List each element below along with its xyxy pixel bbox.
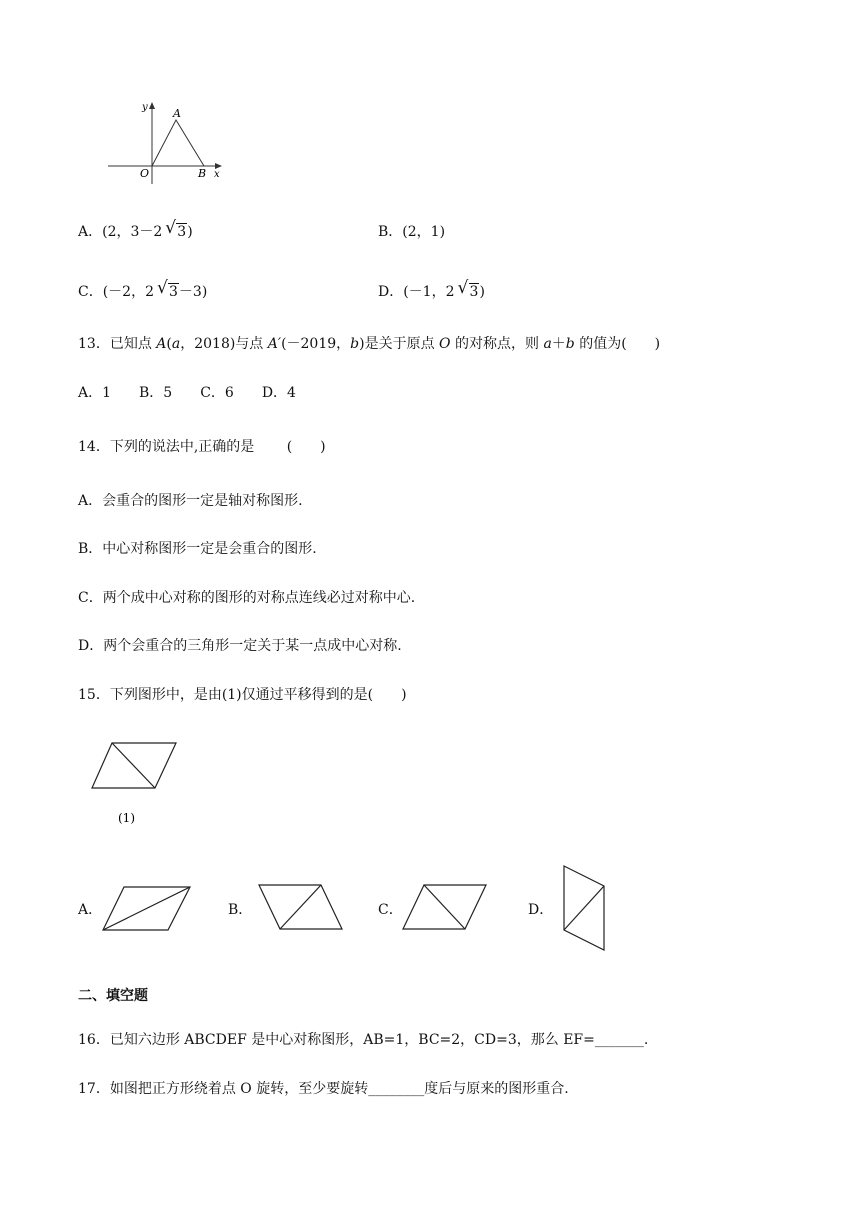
q16-stem: 16．已知六边形 ABCDEF 是中心对称图形，AB=1，BC=2，CD=3，那么 EF=_______.: [78, 1032, 649, 1048]
y-axis-arrow: [149, 102, 155, 109]
q14-stem: 14．下列的说法中,正确的是 ( ): [78, 439, 326, 455]
q15-figure-1: [88, 738, 188, 828]
diagonal: [112, 743, 155, 788]
q15-option-b-label: B．: [228, 902, 253, 918]
label-o: O: [140, 167, 150, 180]
section-heading-fill-in: 二、填空题: [78, 988, 148, 1004]
q12-option-a: A．(2，3－2 √ 3): [78, 218, 193, 240]
q15-option-d-label: D．: [528, 902, 554, 918]
sqrt-symbol: √ 3: [157, 278, 178, 300]
diagonal: [564, 886, 604, 930]
label-a: A: [173, 107, 181, 120]
q13-options: A．1 B．5 C．6 D．4: [78, 385, 296, 401]
triangle-oab: [152, 120, 204, 166]
sqrt-symbol: √ 3: [457, 278, 479, 300]
q15-option-d-figure: [558, 862, 610, 954]
q14-option-b: B．中心对称图形一定是会重合的图形.: [78, 541, 317, 557]
q12-option-b: B．(2，1): [378, 224, 446, 240]
q14-option-d: D．两个会重合的三角形一定关于某一点成中心对称.: [78, 638, 402, 654]
q12-option-d: D．(－1，2 √ 3): [378, 278, 485, 300]
q12-coordinate-figure: [100, 98, 230, 188]
q15-option-b-figure: [256, 882, 346, 934]
label-x: x: [214, 169, 220, 180]
q15-option-a-figure: [100, 884, 195, 936]
diagonal: [280, 885, 321, 929]
q17-stem: 17．如图把正方形绕着点 O 旋转，至少要旋转________度后与原来的图形重合.: [78, 1081, 569, 1097]
q12-option-c: C．(－2，2 √ 3－3): [78, 278, 208, 300]
q15-stem: 15．下列图形中，是由(1)仅通过平移得到的是( ): [78, 687, 407, 703]
q14-option-c: C．两个成中心对称的图形的对称点连线必过对称中心.: [78, 590, 416, 606]
q15-option-c-label: C．: [378, 902, 403, 918]
label-b: B: [198, 167, 207, 180]
q14-option-a: A．会重合的图形一定是轴对称图形.: [78, 493, 303, 509]
label-y: y: [142, 102, 148, 113]
sqrt-symbol: √ 3: [165, 218, 187, 240]
figure-caption: (1): [118, 811, 135, 825]
q15-option-c-figure: [400, 882, 490, 934]
diagonal: [424, 885, 465, 929]
q13-stem: 13．已知点 A(a，2018)与点 A′(－2019，b)是关于原点 O 的对称点，则 a＋b 的值为( ): [78, 336, 661, 352]
q15-option-a-label: A．: [78, 902, 103, 918]
diagonal: [103, 887, 190, 930]
